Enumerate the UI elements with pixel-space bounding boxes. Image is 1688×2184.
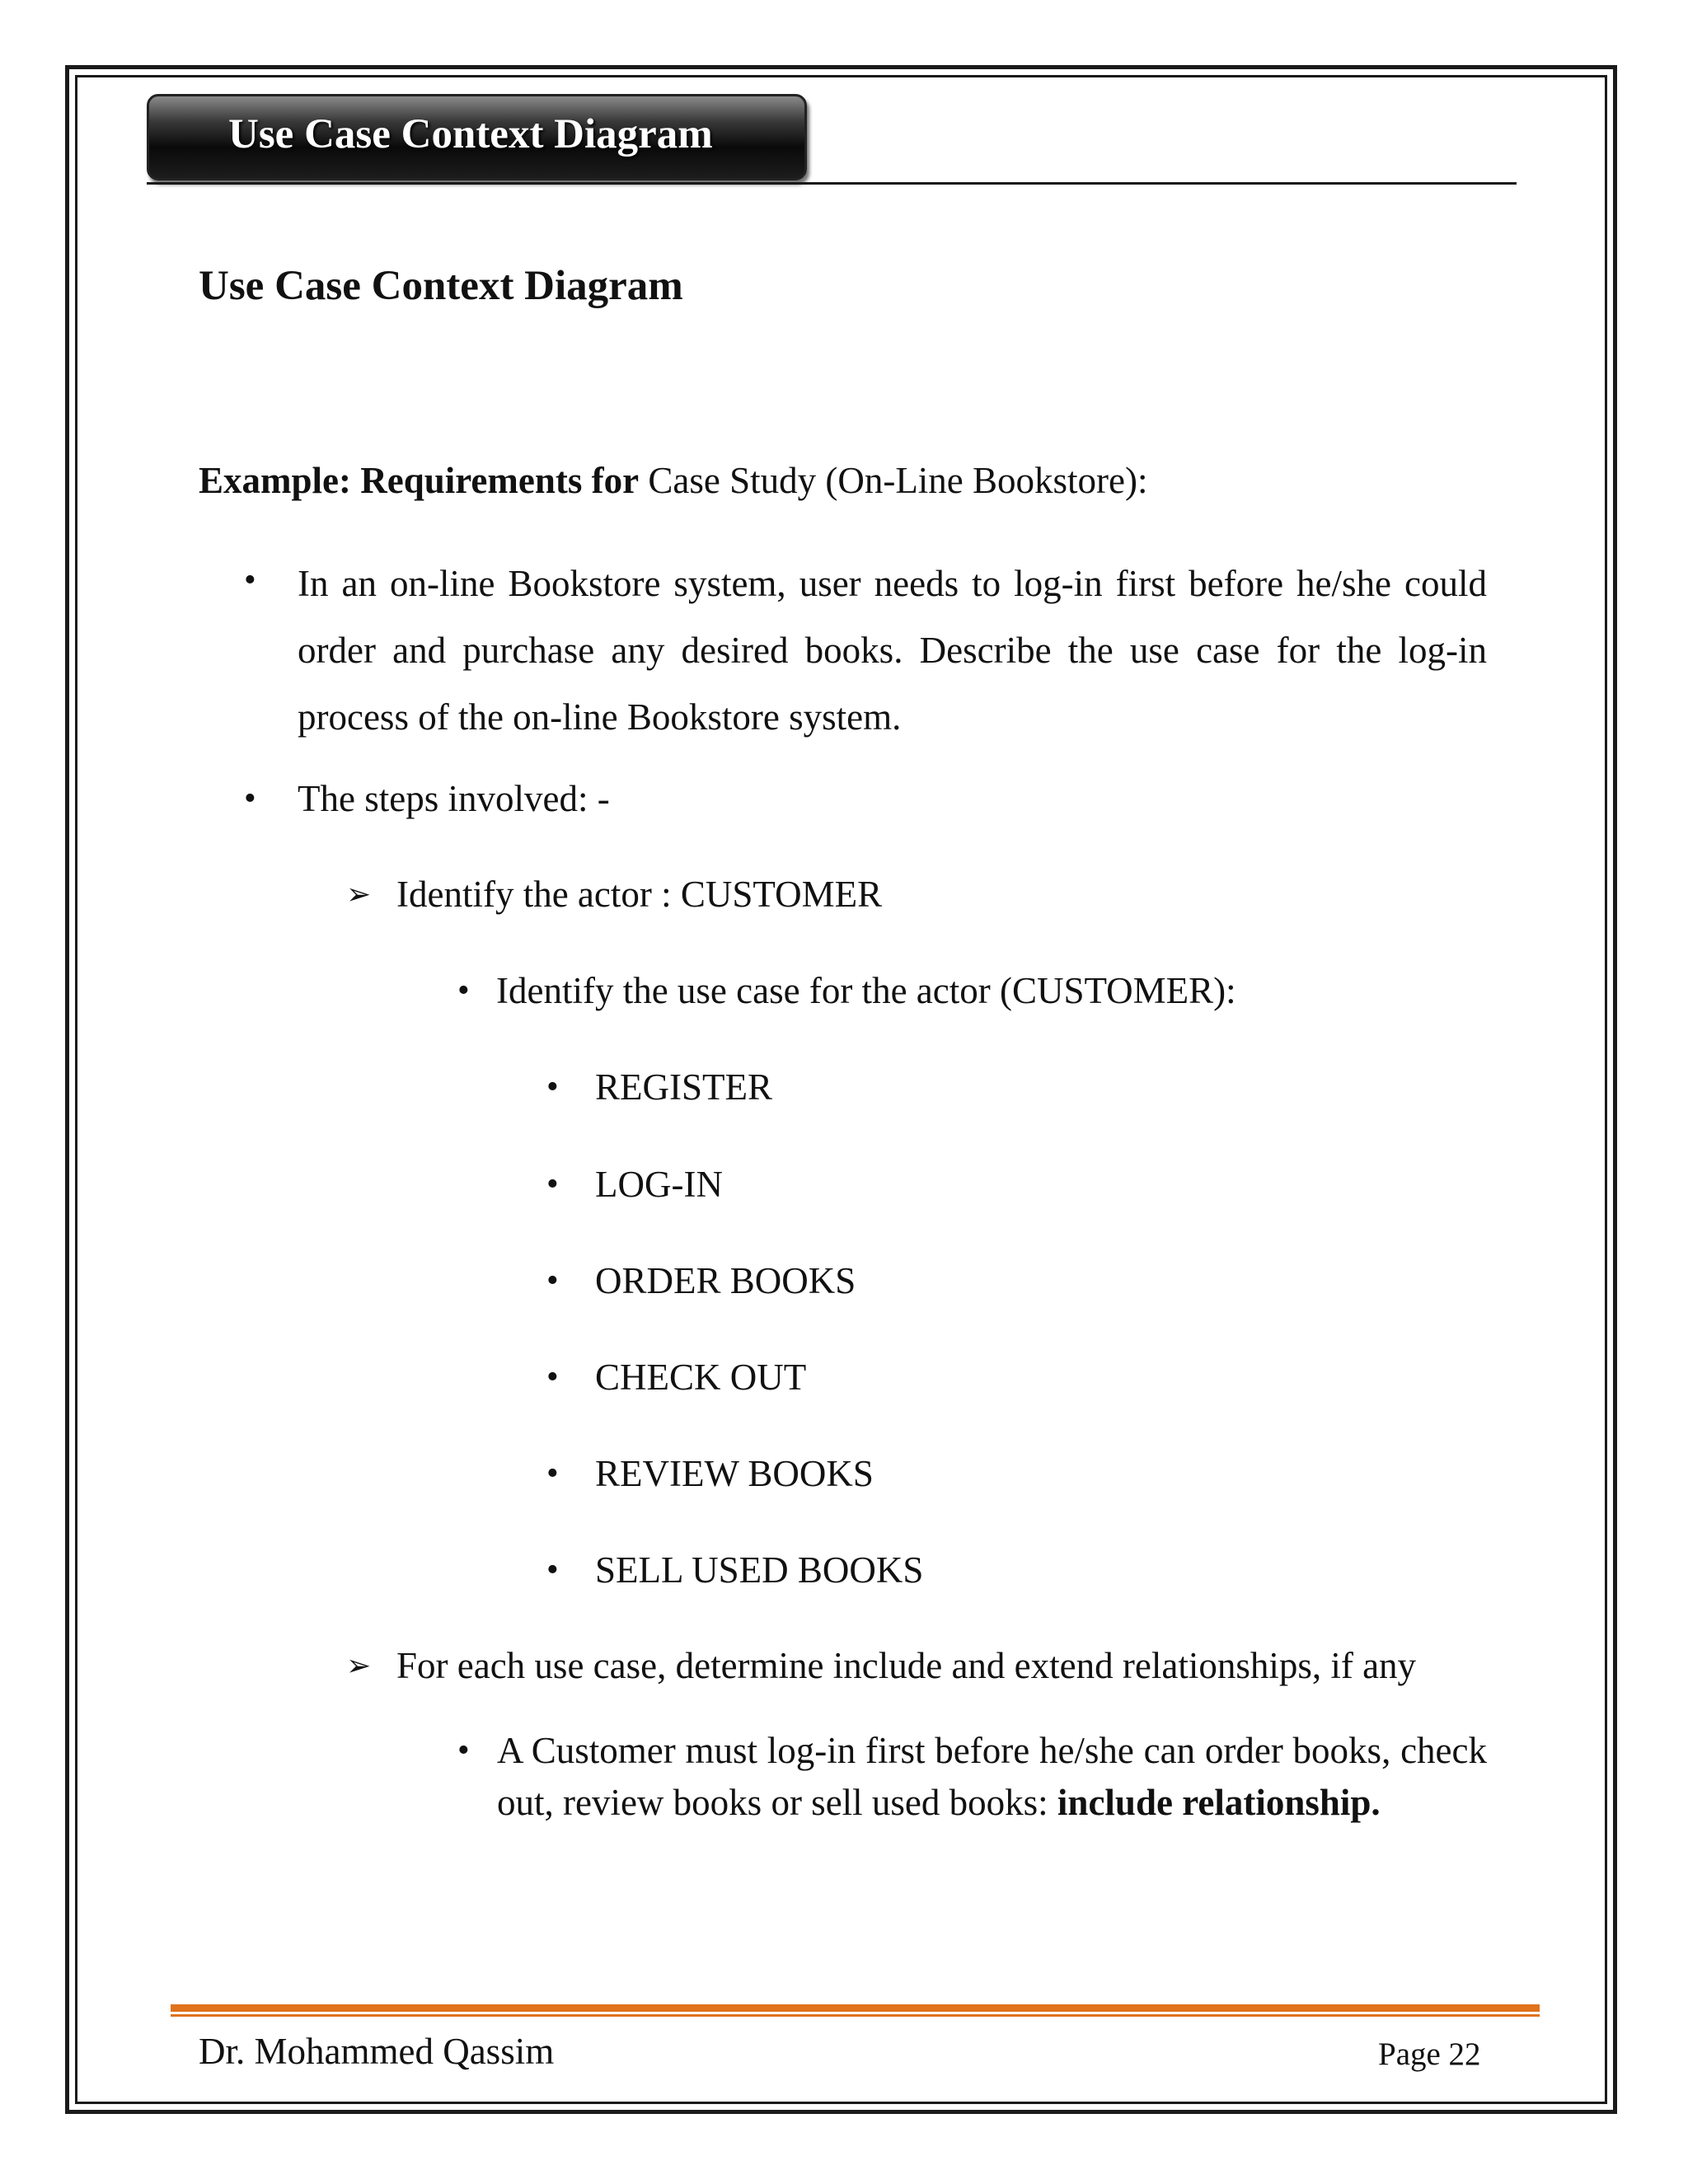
customer-rule-text: A Customer must log-in first before he/she can order books, check out, review books or sell used books: [497, 1730, 1487, 1823]
step-identify-use-case: Identify the use case for the actor (CUSTOMER): [496, 970, 1236, 1011]
bullet-dot-icon: • [546, 1165, 559, 1203]
arrowhead-icon: ➢ [346, 878, 372, 911]
bullet-paragraph-1: In an on-line Bookstore system, user needs to log-in first before he/she could order and purchase any desired books. Describe the use case for the log-in process of the on-line Bookstore system. [298, 563, 1487, 738]
use-case-item: REVIEW BOOKS [595, 1453, 874, 1494]
bullet-dot-icon: • [244, 780, 256, 818]
bullet-dot-icon: • [244, 561, 256, 599]
footer-rule-thin [171, 2014, 1540, 2017]
footer-page-number: Page 22 [1378, 2036, 1481, 2072]
step-relationships: For each use case, determine include and extend relationships, if any [396, 1645, 1417, 1686]
bullet-paragraph-2: The steps involved: - [298, 778, 610, 819]
use-case-item: CHECK OUT [595, 1357, 807, 1398]
header-tab-title: Use Case Context Diagram [228, 111, 713, 157]
bullet-dot-icon: • [546, 1262, 559, 1300]
use-case-item: LOG-IN [595, 1164, 723, 1205]
arrowhead-icon: ➢ [346, 1649, 372, 1682]
bullet-dot-icon: • [546, 1068, 559, 1106]
use-case-item: ORDER BOOKS [595, 1260, 856, 1301]
customer-rule-bold: include relationship. [1057, 1782, 1381, 1823]
bullet-dot-icon: • [546, 1358, 559, 1396]
bullet-dot-icon: • [546, 1551, 559, 1589]
customer-rule-paragraph [497, 1725, 1487, 1829]
header-rule [147, 182, 1517, 185]
footer-rule [171, 2004, 1540, 2012]
intro-bold: Example: Requirements for [199, 460, 640, 501]
bullet-dot-icon: • [457, 1732, 470, 1769]
intro-line [199, 455, 1148, 506]
bullet-dot-icon: • [546, 1455, 559, 1493]
intro-normal: Case Study (On-Line Bookstore): [639, 460, 1148, 501]
bullet-dot-icon: • [457, 972, 470, 1010]
footer-author: Dr. Mohammed Qassim [199, 2031, 555, 2072]
section-title: Use Case Context Diagram [199, 263, 683, 309]
use-case-item: REGISTER [595, 1066, 773, 1108]
step-identify-actor: Identify the actor : CUSTOMER [396, 874, 883, 915]
use-case-item: SELL USED BOOKS [595, 1549, 924, 1591]
header-tab [147, 94, 807, 180]
